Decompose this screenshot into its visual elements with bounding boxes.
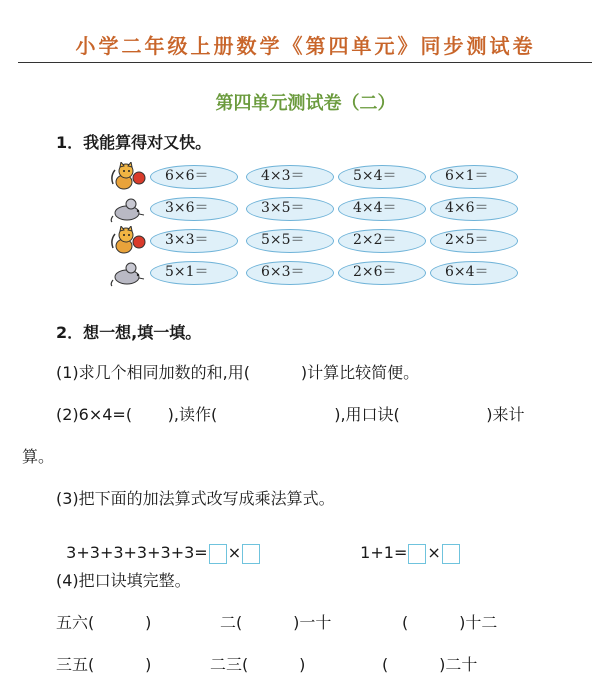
- test-subtitle: 第四单元测试卷（二）: [215, 93, 396, 114]
- rhyme-blank: ( )二十: [382, 655, 478, 674]
- calc-oval: 4×4＝: [338, 197, 426, 221]
- calc-row: [110, 162, 530, 192]
- question-3: (3)把下面的加法算式改写成乘法算式。: [56, 489, 335, 508]
- section-2-heading: 2．想一想,填一填。: [56, 323, 202, 342]
- times-sign: ×: [427, 543, 441, 562]
- calc-row: [110, 258, 530, 288]
- rhyme-blank: ( )十二: [402, 613, 498, 632]
- addition-expression-2: [350, 524, 461, 564]
- document-title: 小学二年级上册数学《第四单元》同步测试卷: [75, 34, 536, 58]
- rhyme-blank: 三五( ): [56, 655, 152, 674]
- calc-oval: 2×2＝: [338, 229, 426, 253]
- expression-text: 1+1=: [360, 543, 408, 562]
- rhyme-blank: 二三( ): [210, 655, 306, 674]
- calc-row: [110, 226, 530, 256]
- answer-box[interactable]: [209, 544, 227, 564]
- calc-oval: 6×1＝: [430, 165, 518, 189]
- calc-row: [110, 194, 530, 224]
- calc-oval: 2×6＝: [338, 261, 426, 285]
- header-divider: [18, 62, 592, 63]
- cat-icon: [110, 226, 146, 256]
- calc-oval: 6×6＝: [150, 165, 238, 189]
- question-4: (4)把口诀填完整。: [56, 571, 191, 590]
- calc-oval: 3×5＝: [246, 197, 334, 221]
- calc-oval: 5×5＝: [246, 229, 334, 253]
- question-1: (1)求几个相同加数的和,用( )计算比较简便。: [56, 363, 420, 382]
- section-1-heading: 1．我能算得对又快。: [56, 133, 212, 152]
- answer-box[interactable]: [408, 544, 426, 564]
- expression-text: 3+3+3+3+3+3=: [66, 543, 208, 562]
- mouse-icon: [110, 194, 146, 224]
- times-sign: ×: [227, 543, 242, 562]
- calc-oval: 4×3＝: [246, 165, 334, 189]
- calc-oval: 5×4＝: [338, 165, 426, 189]
- question-2-continued: 算。: [22, 447, 55, 466]
- calc-oval: 6×4＝: [430, 261, 518, 285]
- question-2: (2)6×4=( ),读作( ),用口诀( )来计: [56, 405, 525, 424]
- calc-oval: 3×6＝: [150, 197, 238, 221]
- calc-oval: 6×3＝: [246, 261, 334, 285]
- calc-oval: 2×5＝: [430, 229, 518, 253]
- addition-expression-1: [56, 524, 261, 564]
- calc-oval: 3×3＝: [150, 229, 238, 253]
- rhyme-blank: 五六( ): [56, 613, 152, 632]
- calc-oval: 4×6＝: [430, 197, 518, 221]
- answer-box[interactable]: [242, 544, 260, 564]
- answer-box[interactable]: [442, 544, 460, 564]
- rhyme-blank: 二( )一十: [220, 613, 332, 632]
- calc-oval: 5×1＝: [150, 261, 238, 285]
- mouse-icon: [110, 258, 146, 288]
- cat-icon: [110, 162, 146, 192]
